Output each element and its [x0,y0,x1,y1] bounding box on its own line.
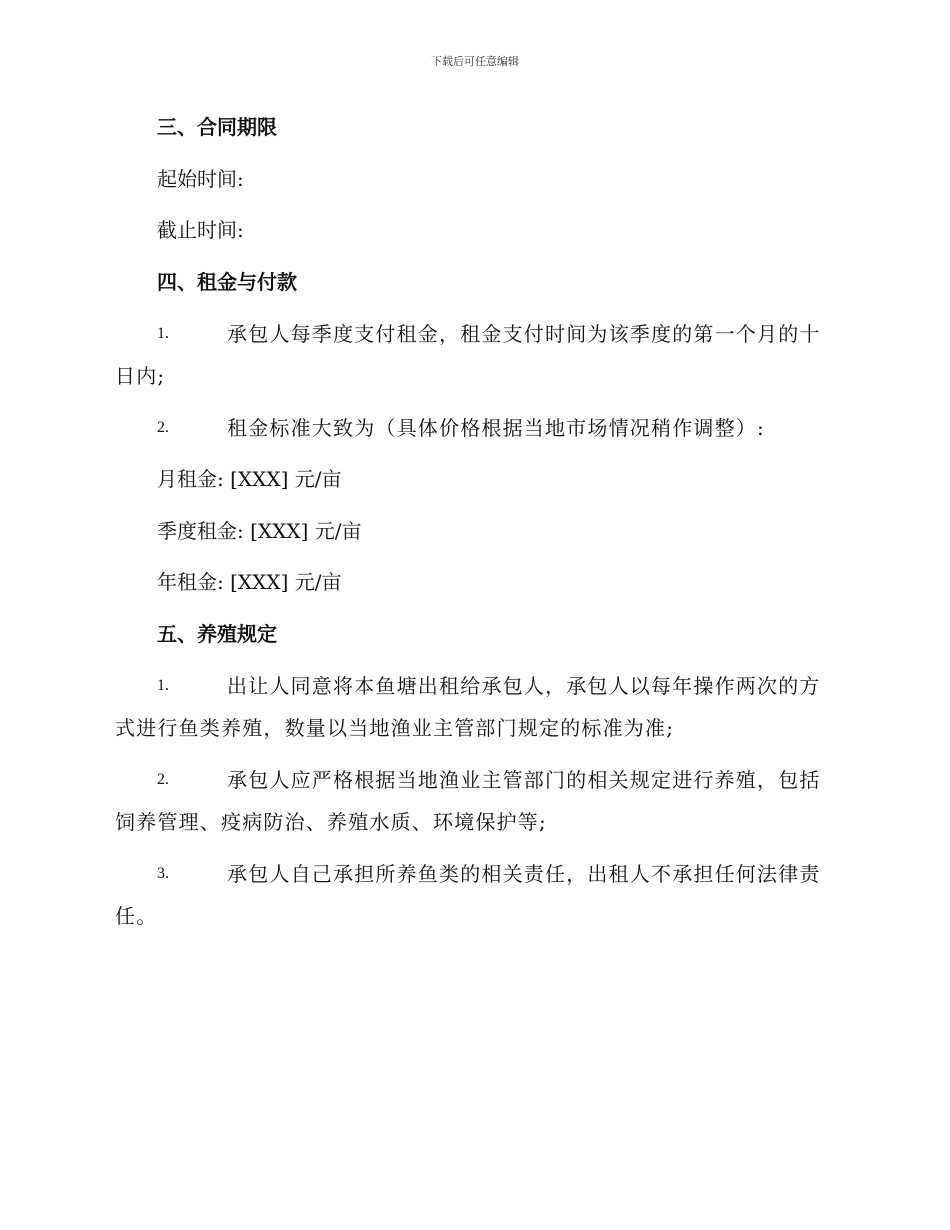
paragraph-line: 饲养管理、疫病防治、养殖水质、环境保护等; [115,810,547,834]
list-number: 2. [157,419,169,436]
quarterly-rent-line: 季度租金: [XXX] 元/亩 [157,519,362,543]
paragraph-line: 任。 [115,904,158,928]
page-header-note: 下载后可任意编辑 [431,55,519,68]
yearly-rent-line: 年租金: [XXX] 元/亩 [157,570,342,594]
list-number: 2. [157,771,169,788]
paragraph-line: 租金标准大致为（具体价格根据当地市场情况稍作调整）: [227,416,765,440]
section-heading-rent-payment: 四、租金与付款 [157,270,297,294]
paragraph-line: 式进行鱼类养殖，数量以当地渔业主管部门规定的标准为准; [115,716,675,740]
list-number: 3. [157,865,169,882]
monthly-rent-line: 月租金: [XXX] 元/亩 [157,467,342,491]
section-heading-contract-term: 三、合同期限 [157,115,277,139]
paragraph-line: 承包人应严格根据当地渔业主管部门的相关规定进行养殖，包括 [227,768,821,792]
section-heading-breeding-rules: 五、养殖规定 [157,622,277,646]
paragraph-line: 日内; [115,364,166,388]
paragraph-line: 出让人同意将本鱼塘出租给承包人，承包人以每年操作两次的方 [227,674,821,698]
start-time-label: 起始时间: [157,167,244,191]
list-number: 1. [157,677,169,694]
end-time-label: 截止时间: [157,218,244,242]
list-number: 1. [157,325,169,342]
paragraph-line: 承包人每季度支付租金，租金支付时间为该季度的第一个月的十 [227,322,821,346]
paragraph-line: 承包人自己承担所养鱼类的相关责任，出租人不承担任何法律责 [227,862,821,886]
